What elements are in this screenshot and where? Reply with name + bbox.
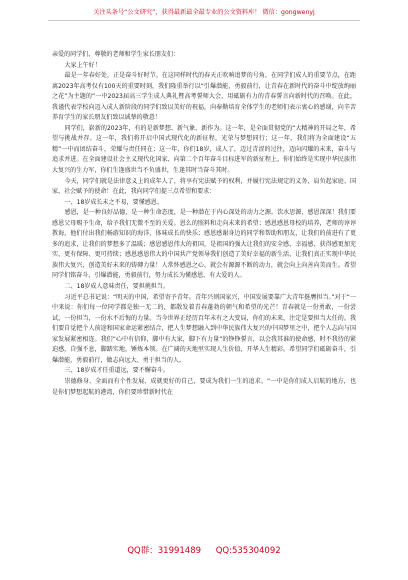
paragraph-new-year: 同学们，崭新的2023年，有的是新梦想、新气象、新作为。这一年，是全面贯彻党的“大精神的开局之年，希望与挑战并存。这一年，我们将开启中国式现代化的新征程，光荣与梦想同行；这一年，我们将为全面建设“五精”一中而团结奋斗，荣耀与责任同在；这一年，你们18岁，成人了，迈过青涩的过往，迈向闪耀的未来，奋斗与追求并进。在全面建设社会主义现代化国家、向第二个百年奋斗目标进军的新征程上，你们始终是实现中华民族伟大复兴的生力军，你们生逢盛世当不负盛世，生逢其时当奋斗其时。 <box>52 124 356 175</box>
paragraph-striving: 崇德修身、全面而有个性发展、成就更好的自己，要成为我们一生的追求。“一中是你们成人启航的地方，也是你们梦想起航的港湾，你们要珍惜新时代在 <box>52 377 356 396</box>
header-divider <box>48 20 360 21</box>
qq-group-number: 31991489 <box>157 546 202 556</box>
paragraph-greeting: 大家上午好！ <box>64 61 101 69</box>
section-heading-responsibility: 二、18岁成人意味责任，要担挑担当。 <box>64 283 169 291</box>
paragraph-gratitude: 感恩，是一种良好品德，是一种生命态度，是一种潜在于内心深处的动力之源。饮水思源，感恩深深！我们要感恩父母赐予生命，给予我们无微不至的关爱。恩么的照料和走向未来的希望；感恩感恩母校的培养，老师的谆谆教诲，他们付出我们畅游知识的海洋，体味成长的快乐；感恩感谢身边的同学和帮助和朋友，让我们的前进有了更多的追求，让我们的梦想多了温暖；感恩感恩伟大的祖国，是祖国的强大让我们的安全感、幸福感、获得感更加充实、更有保障、更可持续；感恩感恩伟大的中国共产党领导我们创造了美好幸福的新生活，让我们真正实现中华民族伟大复兴、创造美好未来的铸磚力量！人常怀感恩之心，就会有源源不断的动力，就会向上向善向美而生。希望同学们铭奋斗，引爆潜能，勇毅前行，努力成长为懂感恩、有大爱的人。 <box>52 209 356 280</box>
section-heading-striving: 三、18岁成才任重道远，要不懈奋斗。 <box>64 367 169 375</box>
section-heading-gratitude: 一、18岁成长未之不易，要懂感恩。 <box>64 198 163 206</box>
paragraph-intro: 最是一年春好处，正是奋斗好时节。在这同样时代的春天正吹响追梦的号角，在同学们成人的重要节点，在距离2023年高考仅有100天的重要时刻，我们隆重举行以“引爆潜能，勇毅前行，让青春在新时代的奋斗中绽放绚丽之花”为主题的“一中2023届高三学生成人典礼暨高考誓师大会，用砥砺有力的青春誓言向新时代的召唤。在此，我谨代表学校向迈入成人新阶段的同学们致以美好的祝福，向奉勤培育全体学生的老师们表示衷心的感谢，向辛苦养育学生的家长朋友们致以诚挚的敬意！ <box>52 72 356 122</box>
salutation: 亲爱的同学们、尊敬的老师和学生家长朋友们： <box>52 51 179 58</box>
qq-group-label: QQ群： <box>127 546 158 556</box>
qq-label: QQ: <box>215 546 232 556</box>
top-promo-banner: 关注头条号“公文研究”，获得最新最全最专业的公文资料库！ 微信：gongwenyj <box>93 9 315 16</box>
paragraph-responsibility: 习近平总书记说：“明天的中国，希望寄予青年。青年兴则国家兴，中国发展要靠广大青年挺膺担当。”对于“一中来说：你们每一位同学都是独一无二的，都散发着青春蓬勃的朝气和希望的光芒！青春就是一份勇敢，一份尝试，一份担当，一份水不后悔的力量。当今世界正经历百年未有之大变局，你们的未来，注定是要担当大任的。我们要自觉把个人前途和国家命运紧密结合，把人生梦想融入到中华民族伟大复兴的中国梦里之中，把个人志向与国家发展紧密相连。我们“心中有信仰，脚中有大家，脚下有力量”的铮铮誓言，以会我其谁的使命感，时不我待的紧迫感，自强不息，脚踏实地，锤炼本领。在广阔的天地里实现人生价值，开华人生精彩。希望同学们砥砺奋斗，引爆潜能，勇毅前行，做志向远大、勇于担当的人。 <box>52 293 356 364</box>
bottom-contact-banner <box>0 545 408 557</box>
paragraph-adulthood: 今天，同学们就是法律意义上的成年人了，将享有宪法赋予的权利，并履行宪法规定的义务，肩负起家庭、国家、社会赋予的使命！在此，我向同学们提三点希望和要求： <box>52 177 356 196</box>
qq-number: 535304092 <box>231 546 281 556</box>
speech-body <box>52 50 356 398</box>
qq-contact <box>216 546 281 556</box>
qq-group-contact <box>127 546 201 556</box>
